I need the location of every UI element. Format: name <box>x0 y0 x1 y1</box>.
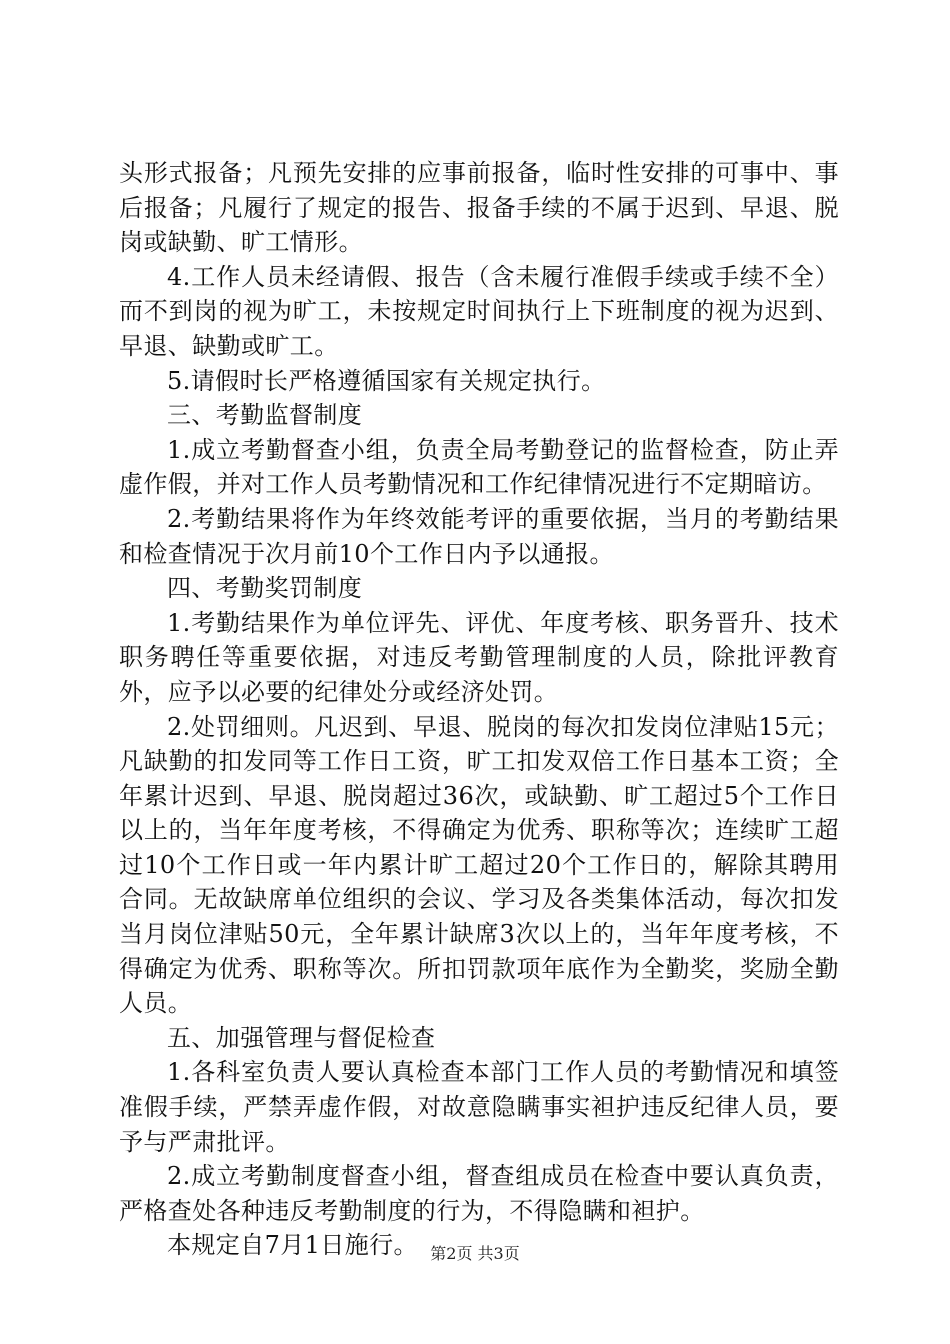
paragraph: 4.工作人员未经请假、报告（含未履行准假手续或手续不全）而不到岗的视为旷工，未按规定时间执行上下班制度的视为迟到、早退、缺勤或旷工。 <box>119 262 839 360</box>
paragraph: 2.考勤结果将作为年终效能考评的重要依据，当月的考勤结果和检查情况于次月前10个工作日内予以通报。 <box>119 504 839 568</box>
section-heading: 五、加强管理与督促检查 <box>167 1023 436 1052</box>
paragraph: 2.成立考勤制度督查小组，督查组成员在检查中要认真负责，严格查处各种违反考勤制度的行为，不得隐瞒和袒护。 <box>119 1162 839 1225</box>
paragraph: 1.各科室负责人要认真检查本部门工作人员的考勤情况和填签准假手续，严禁弄虚作假，对故意隐瞒事实袒护违反纪律人员，要予与严肃批评。 <box>119 1058 839 1156</box>
paragraph: 1.考勤结果作为单位评先、评优、年度考核、职务晋升、技术职务聘任等重要依据，对违反考勤管理制度的人员，除批评教育外，应予以必要的纪律处分或经济处罚。 <box>119 608 839 706</box>
paragraph: 5.请假时长严格遵循国家有关规定执行。 <box>167 366 606 395</box>
paragraph: 头形式报备；凡预先安排的应事前报备，临时性安排的可事中、事后报备；凡履行了规定的报告、报备手续的不属于迟到、早退、脱岗或缺勤、旷工情形。 <box>119 159 839 257</box>
paragraph: 2.处罚细则。凡迟到、早退、脱岗的每次扣发岗位津贴15元；凡缺勤的扣发同等工作日工资，旷工扣发双倍工作日基本工资；全年累计迟到、早退、脱岗超过36次，或缺勤、旷工超过5个工作日以上的，当年年度考核，不得确定为优秀、职称等次；连续旷工超过10个工作日或一年内累计旷工超过20个工作日的，解除其聘用合同。无故缺席单位组织的会议、学习及各类集体活动，每次扣发当月岗位津贴50元，全年累计缺席3次以上的，当年年度考核，不得确定为优秀、职称等次。所扣罚款项年底作为全勤奖，奖励全勤人员。 <box>119 712 839 1018</box>
section-heading: 四、考勤奖罚制度 <box>167 574 363 603</box>
document-body <box>119 156 839 1263</box>
page-footer: 第2页 共3页 <box>430 1244 520 1263</box>
paragraph: 本规定自7月1日施行。 <box>167 1231 418 1260</box>
section-heading: 三、考勤监督制度 <box>167 401 363 430</box>
paragraph: 1.成立考勤督查小组，负责全局考勤登记的监督检查，防止弄虚作假，并对工作人员考勤情况和工作纪律情况进行不定期暗访。 <box>119 435 839 499</box>
